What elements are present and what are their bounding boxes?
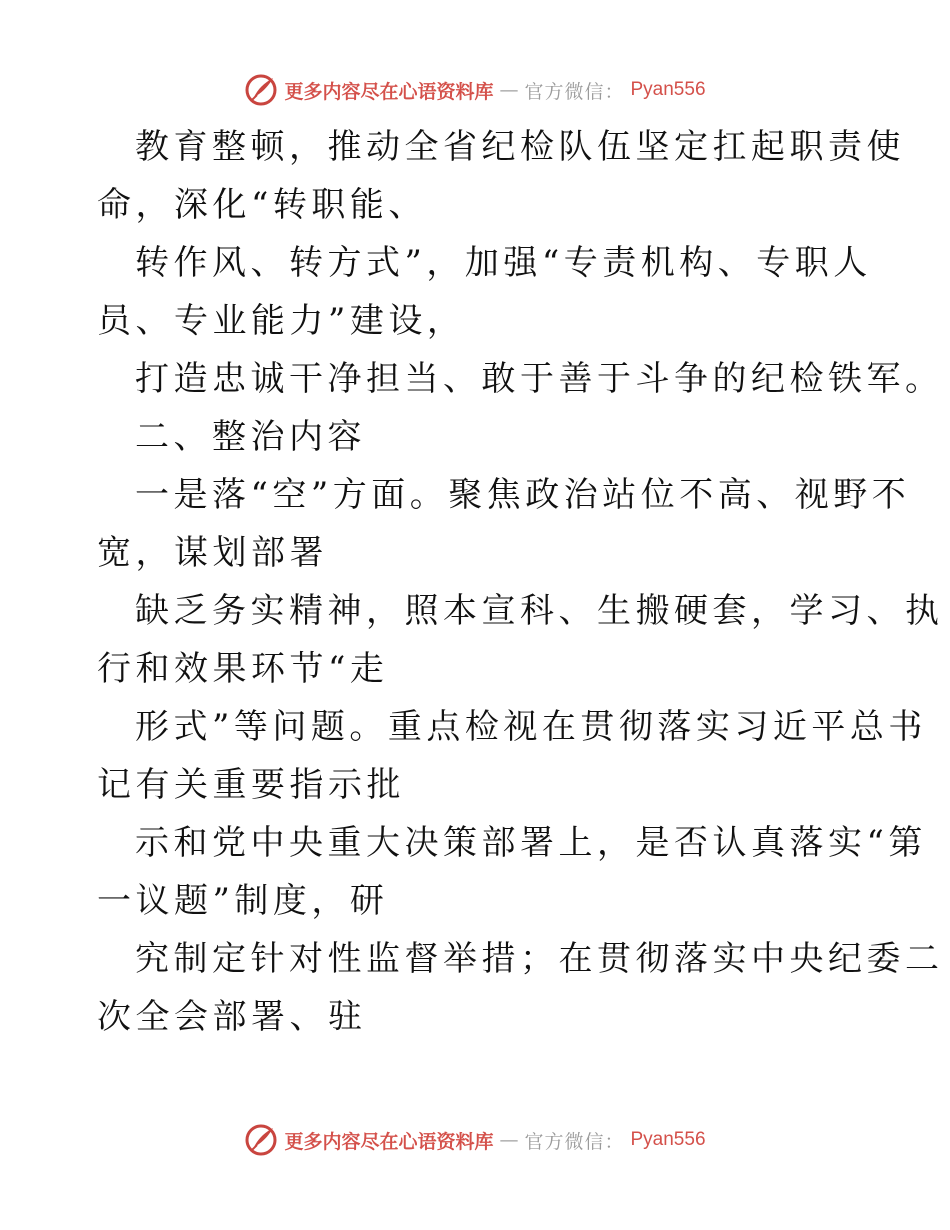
- text-line: 员、专业能力”建设，: [97, 301, 466, 341]
- text-line: 形式”等问题。重点检视在贯彻落实习近平总书: [135, 707, 927, 747]
- text-line: 究制定针对性监督举措；在贯彻落实中央纪委二: [135, 939, 944, 979]
- quill-logo-icon: [244, 1123, 278, 1157]
- text-line: 次全会部署、驻: [97, 997, 367, 1037]
- text-line: 教育整顿，推动全省纪检队伍坚定扛起职责使: [135, 127, 905, 167]
- text-line: 宽，谋划部署: [97, 533, 328, 573]
- text-line: 一议题”制度，研: [97, 881, 389, 921]
- watermark-dash: —: [499, 1129, 519, 1151]
- text-line: 缺乏务实精神，照本宣科、生搬硬套，学习、执: [135, 591, 944, 631]
- watermark-site-text: 更多内容尽在心语资料库: [284, 80, 494, 103]
- text-line: 命，深化“转职能、: [97, 185, 427, 225]
- watermark-wechat-id: Pyan556: [630, 1129, 706, 1150]
- section-heading: 二、整治内容: [135, 417, 366, 457]
- header-watermark: [0, 70, 950, 110]
- watermark-dash: —: [499, 79, 519, 101]
- watermark-wechat-id: Pyan556: [630, 79, 706, 100]
- text-line: 一是落“空”方面。聚焦政治站位不高、视野不: [135, 475, 911, 515]
- text-line: 行和效果环节“走: [97, 649, 389, 689]
- footer-watermark: [0, 1120, 950, 1160]
- text-line: 打造忠诚干净担当、敢于善于斗争的纪检铁军。: [135, 359, 944, 399]
- document-body: [97, 118, 944, 1046]
- watermark-wechat-label: 官方微信：: [524, 80, 625, 103]
- text-line: 记有关重要指示批: [97, 765, 405, 805]
- quill-logo-icon: [244, 73, 278, 107]
- text-line: 示和党中央重大决策部署上，是否认真落实“第: [135, 823, 927, 863]
- watermark-site-text: 更多内容尽在心语资料库: [284, 1130, 494, 1153]
- watermark-wechat-label: 官方微信：: [524, 1130, 625, 1153]
- text-line: 转作风、转方式”，加强“专责机构、专职人: [135, 243, 872, 283]
